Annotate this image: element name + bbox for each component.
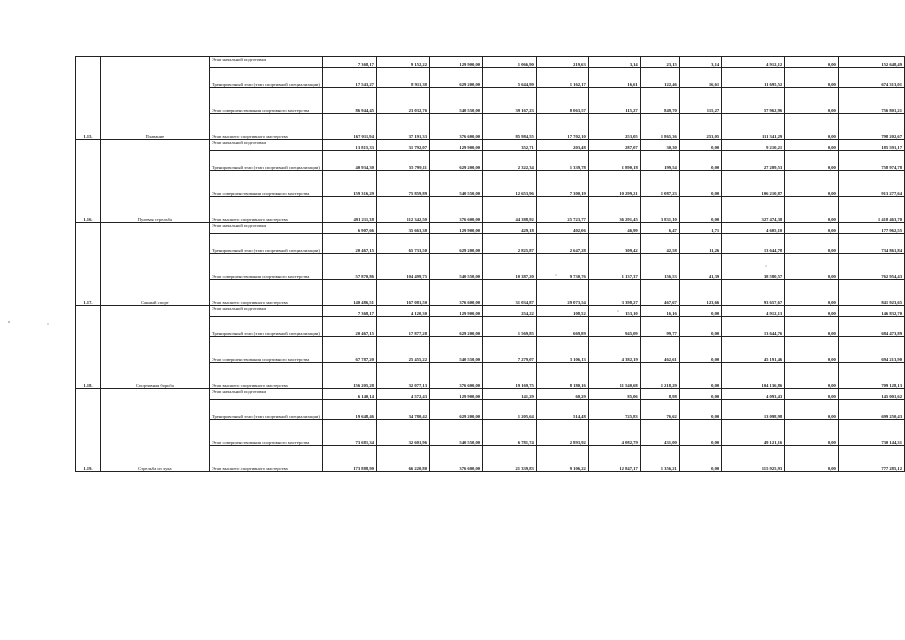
section-number: 1.18.	[76, 306, 101, 389]
cost-cell: 3,14	[679, 57, 721, 68]
cost-cell: 1 890,18	[588, 151, 640, 171]
training-stage: Этап совершенствования спортивного мастерства	[209, 254, 322, 280]
cost-cell: 203,48	[536, 140, 588, 151]
table-row	[76, 223, 905, 234]
cost-cell: 167 081,50	[376, 280, 429, 306]
table-row	[76, 57, 905, 68]
cost-cell: 39 167,23	[483, 88, 537, 114]
table-row	[76, 140, 905, 151]
cost-cell: 0,00	[679, 337, 721, 363]
cost-cell: 219,63	[536, 57, 588, 68]
cost-cell: 185 591,17	[838, 140, 904, 151]
cost-cell: 0,00	[679, 306, 721, 317]
cost-cell: 0,00	[785, 114, 839, 140]
cost-cell: 0,00	[785, 197, 839, 223]
cost-cell: 152 648,49	[838, 57, 904, 68]
cost-cell: 1,71	[679, 223, 721, 234]
cost-cell: 0,00	[785, 223, 839, 234]
cost-cell: 140 486,51	[322, 280, 376, 306]
sport-name: Стрельба из лука	[100, 389, 209, 472]
cost-cell: 31 792,07	[376, 140, 429, 151]
training-stage: Этап высшего спортивного мастерства	[209, 446, 322, 472]
cost-cell: 1 205,64	[483, 400, 537, 420]
cost-cell: 2 893,92	[536, 420, 588, 446]
cost-cell: 37 191,33	[376, 114, 429, 140]
cost-cell: 0,00	[785, 420, 839, 446]
cost-cell: 104 499,75	[376, 254, 429, 280]
cost-cell: 13 815,33	[322, 140, 376, 151]
cost-cell: 1 218,29	[640, 363, 679, 389]
cost-cell: 8 911,38	[376, 68, 429, 88]
cost-cell: 93 657,67	[722, 280, 785, 306]
cost-cell: 146 832,70	[838, 306, 904, 317]
cost-cell: 2 825,87	[483, 234, 537, 254]
cost-cell: 0,00	[785, 280, 839, 306]
cost-cell: 429,18	[483, 223, 537, 234]
cost-cell: 38 580,57	[722, 254, 785, 280]
cost-cell: 1 339,78	[536, 151, 588, 171]
cost-cell: 0,00	[785, 306, 839, 317]
cost-cell: 129 900,00	[429, 223, 482, 234]
cost-cell: 123,66	[679, 280, 721, 306]
cost-cell: 0,00	[785, 400, 839, 420]
cost-cell: 104 136,86	[722, 363, 785, 389]
cost-cell: 376 600,00	[429, 114, 482, 140]
cost-cell: 34 780,42	[376, 400, 429, 420]
cost-cell: 20 467,15	[322, 234, 376, 254]
cost-cell: 19 648,46	[322, 400, 376, 420]
cost-cell: 0,00	[785, 57, 839, 68]
cost-cell: 462,61	[640, 337, 679, 363]
cost-cell: 0,00	[785, 68, 839, 88]
cost-cell: 32 077,13	[376, 363, 429, 389]
cost-cell: 106 210,87	[722, 171, 785, 197]
cost-cell: 57 870,86	[322, 254, 376, 280]
cost-cell: 19 169,75	[483, 363, 537, 389]
cost-cell: 111 341,29	[722, 114, 785, 140]
cost-cell: 629 200,00	[429, 151, 482, 171]
cost-cell: 129 900,00	[429, 57, 482, 68]
cost-cell: 491 211,38	[322, 197, 376, 223]
cost-cell: 85,06	[588, 389, 640, 400]
cost-cell: 253,05	[679, 114, 721, 140]
cost-cell: 0,00	[679, 151, 721, 171]
training-stage: Этап начальной подготовки	[209, 389, 322, 400]
cost-cell: 253,05	[588, 114, 640, 140]
cost-cell: 309,42	[588, 234, 640, 254]
training-stage: Этап совершенствования спортивного мастерства	[209, 420, 322, 446]
training-stage: Этап высшего спортивного мастерства	[209, 197, 322, 223]
cost-cell: 0,00	[679, 140, 721, 151]
cost-cell: 0,00	[785, 234, 839, 254]
cost-cell: 3,14	[588, 57, 640, 68]
cost-cell: 467,67	[640, 280, 679, 306]
cost-cell: 7 368,17	[322, 57, 376, 68]
cost-cell: 4 382,19	[588, 337, 640, 363]
cost-cell: 35 663,38	[376, 223, 429, 234]
cost-cell: 669,89	[536, 317, 588, 337]
cost-cell: 25 455,22	[376, 337, 429, 363]
cost-cell: 709 128,13	[838, 363, 904, 389]
training-stage: Этап высшего спортивного мастерства	[209, 280, 322, 306]
cost-cell: 540 550,00	[429, 420, 482, 446]
cost-cell: 17 877,28	[376, 317, 429, 337]
cost-cell: 7 368,17	[322, 306, 376, 317]
cost-cell: 376 600,00	[429, 363, 482, 389]
cost-cell: 25 723,77	[536, 197, 588, 223]
cost-cell: 629 200,00	[429, 400, 482, 420]
cost-cell: 9 106,22	[536, 446, 588, 472]
cost-cell: 112 342,50	[376, 197, 429, 223]
table-body	[76, 57, 905, 472]
sport-name: Спортивная борьба	[100, 306, 209, 389]
cost-cell: 27 289,53	[722, 151, 785, 171]
cost-cell: 629 200,00	[429, 234, 482, 254]
cost-cell: 11,26	[679, 234, 721, 254]
cost-cell: 514,48	[536, 400, 588, 420]
cost-cell: 23 032,76	[376, 88, 429, 114]
cost-cell: 0,00	[679, 400, 721, 420]
cost-cell: 75 859,89	[376, 171, 429, 197]
cost-cell: 8 063,57	[536, 88, 588, 114]
cost-cell: 699 250,43	[838, 400, 904, 420]
cost-table	[75, 56, 905, 472]
cost-cell: 20 467,15	[322, 317, 376, 337]
cost-cell: 0,00	[785, 317, 839, 337]
cost-cell: 4 093,43	[722, 389, 785, 400]
cost-cell: 8,98	[640, 389, 679, 400]
cost-cell: 16,61	[588, 68, 640, 88]
cost-cell: 1 865,36	[640, 114, 679, 140]
cost-cell: 287,07	[588, 140, 640, 151]
cost-cell: 115,27	[588, 88, 640, 114]
cost-cell: 629 200,00	[429, 68, 482, 88]
cost-cell: 758 974,78	[838, 151, 904, 171]
cost-cell: 32 601,96	[376, 420, 429, 446]
training-stage: Этап совершенствования спортивного мастерства	[209, 337, 322, 363]
cost-cell: 67 787,20	[322, 337, 376, 363]
cost-cell: 0,00	[679, 197, 721, 223]
cost-cell: 13 098,98	[722, 400, 785, 420]
training-stage: Этап совершенствования спортивного мастерства	[209, 171, 322, 197]
cost-cell: 156 205,28	[322, 363, 376, 389]
cost-cell: 167 011,94	[322, 114, 376, 140]
sport-name: Пулевая стрельба	[100, 140, 209, 223]
cost-cell: 730 144,31	[838, 420, 904, 446]
cost-cell: 173 888,90	[322, 446, 376, 472]
training-stage: Этап высшего спортивного мастерства	[209, 363, 322, 389]
cost-cell: 0,00	[679, 317, 721, 337]
cost-cell: 122,46	[640, 68, 679, 88]
cost-cell: 199,54	[640, 151, 679, 171]
cost-cell: 1 137,37	[588, 254, 640, 280]
cost-cell: 1 087,23	[640, 171, 679, 197]
cost-cell: 0,00	[785, 140, 839, 151]
cost-cell: 762 954,43	[838, 254, 904, 280]
cost-cell: 254,22	[483, 306, 537, 317]
training-stage: Тренировочный этап (этап спортивной специализации)	[209, 234, 322, 254]
cost-cell: 86 944,45	[322, 88, 376, 114]
cost-cell: 540 550,00	[429, 254, 482, 280]
cost-cell: 352,71	[483, 140, 537, 151]
cost-cell: 9 730,76	[536, 254, 588, 280]
cost-cell: 0,00	[679, 171, 721, 197]
cost-cell: 108,52	[536, 306, 588, 317]
cost-cell: 0,00	[785, 151, 839, 171]
training-stage: Тренировочный этап (этап спортивной специализации)	[209, 151, 322, 171]
cost-cell: 5 644,99	[483, 68, 537, 88]
cost-cell: 0,00	[785, 446, 839, 472]
cost-cell: 725,83	[588, 400, 640, 420]
cost-cell: 6 140,14	[322, 389, 376, 400]
training-stage: Тренировочный этап (этап спортивной специализации)	[209, 400, 322, 420]
cost-cell: 7 279,07	[483, 337, 537, 363]
cost-cell: 13 644,78	[722, 234, 785, 254]
cost-cell: 23,15	[640, 57, 679, 68]
cost-cell: 12 847,17	[588, 446, 640, 472]
training-stage: Этап начальной подготовки	[209, 306, 322, 317]
cost-cell: 6,47	[640, 223, 679, 234]
cost-cell: 30,30	[640, 140, 679, 151]
cost-cell: 9 210,21	[722, 140, 785, 151]
cost-cell: 8 180,16	[536, 363, 588, 389]
cost-cell: 129 900,00	[429, 140, 482, 151]
cost-cell: 6 781,74	[483, 420, 537, 446]
cost-cell: 0,00	[785, 337, 839, 363]
cost-cell: 0,00	[785, 389, 839, 400]
cost-cell: 145 001,62	[838, 389, 904, 400]
cost-cell: 177 962,55	[838, 223, 904, 234]
cost-cell: 57 962,96	[722, 88, 785, 114]
cost-cell: 42,58	[640, 234, 679, 254]
cost-cell: 1 066,90	[483, 57, 537, 68]
cost-cell: 0,00	[679, 420, 721, 446]
cost-cell: 4 912,13	[722, 306, 785, 317]
cost-cell: 777 285,12	[838, 446, 904, 472]
cost-cell: 0,00	[785, 171, 839, 197]
training-stage: Тренировочный этап (этап спортивной специализации)	[209, 68, 322, 88]
cost-cell: 3 398,27	[588, 280, 640, 306]
cost-cell: 945,09	[588, 317, 640, 337]
cost-cell: 6 907,66	[322, 223, 376, 234]
training-stage: Этап совершенствования спортивного мастерства	[209, 88, 322, 114]
cost-cell: 1 569,85	[483, 317, 537, 337]
cost-cell: 3 106,13	[536, 337, 588, 363]
cost-cell: 694 213,90	[838, 337, 904, 363]
cost-cell: 65 733,50	[376, 234, 429, 254]
cost-cell: 115 925,93	[722, 446, 785, 472]
cost-cell: 376 600,00	[429, 280, 482, 306]
cost-cell: 0,00	[679, 389, 721, 400]
cost-cell: 21 339,83	[483, 446, 537, 472]
cost-cell: 674 313,01	[838, 68, 904, 88]
cost-cell: 85 984,55	[483, 114, 537, 140]
cost-cell: 540 550,00	[429, 337, 482, 363]
section-number: 1.17.	[76, 223, 101, 306]
cost-cell: 9 152,22	[376, 57, 429, 68]
cost-cell: 540 550,00	[429, 88, 482, 114]
cost-cell: 41,39	[679, 254, 721, 280]
cost-cell: 45 191,46	[722, 337, 785, 363]
cost-cell: 141,29	[483, 389, 537, 400]
section-number: 1.16.	[76, 140, 101, 223]
cost-cell: 40 934,30	[322, 151, 376, 171]
cost-cell: 684 473,89	[838, 317, 904, 337]
section-number: 1.19.	[76, 389, 101, 472]
cost-cell: 17 702,10	[536, 114, 588, 140]
training-stage: Этап высшего спортивного мастерства	[209, 114, 322, 140]
cost-cell: 4 082,79	[588, 420, 640, 446]
cost-cell: 66 220,80	[376, 446, 429, 472]
cost-cell: 376 600,00	[429, 197, 482, 223]
cost-cell: 159 316,29	[322, 171, 376, 197]
cost-cell: 3 831,10	[640, 197, 679, 223]
training-stage: Этап начальной подготовки	[209, 223, 322, 234]
table-row	[76, 389, 905, 400]
cost-cell: 402,06	[536, 223, 588, 234]
cost-cell: 4 572,43	[376, 389, 429, 400]
training-stage: Тренировочный этап (этап спортивной специализации)	[209, 317, 322, 337]
cost-cell: 10 387,20	[483, 254, 537, 280]
cost-cell: 11 695,52	[722, 68, 785, 88]
cost-cell: 756 801,21	[838, 88, 904, 114]
cost-cell: 849,70	[640, 88, 679, 114]
cost-cell: 629 200,00	[429, 317, 482, 337]
cost-cell: 540 550,00	[429, 171, 482, 197]
cost-cell: 2 322,34	[483, 151, 537, 171]
cost-cell: 60,29	[536, 389, 588, 400]
cost-cell: 1 418 463,70	[838, 197, 904, 223]
cost-cell: 76,62	[640, 400, 679, 420]
cost-cell: 431,00	[640, 420, 679, 446]
cost-cell: 841 923,65	[838, 280, 904, 306]
training-stage: Этап начальной подготовки	[209, 57, 322, 68]
training-stage: Этап начальной подготовки	[209, 140, 322, 151]
cost-cell: 31 034,87	[483, 280, 537, 306]
cost-cell: 46,99	[588, 223, 640, 234]
cost-cell: 1 356,21	[640, 446, 679, 472]
cost-cell: 16,16	[640, 306, 679, 317]
cost-cell: 376 600,00	[429, 446, 482, 472]
cost-cell: 129 900,00	[429, 389, 482, 400]
cost-cell: 99,77	[640, 317, 679, 337]
cost-cell: 49 121,16	[722, 420, 785, 446]
cost-cell: 73 681,34	[322, 420, 376, 446]
cost-cell: 0,00	[679, 446, 721, 472]
cost-cell: 327 474,38	[722, 197, 785, 223]
cost-cell: 44 388,92	[483, 197, 537, 223]
cost-cell: 7 300,19	[536, 171, 588, 197]
cost-cell: 11 540,68	[588, 363, 640, 389]
cost-cell: 0,00	[785, 363, 839, 389]
section-number: 1.15.	[76, 57, 101, 140]
cost-cell: 4 605,10	[722, 223, 785, 234]
sport-name: Плавание	[100, 57, 209, 140]
cost-cell: 29 073,54	[536, 280, 588, 306]
sport-name: Санный спорт	[100, 223, 209, 306]
table-row	[76, 306, 905, 317]
cost-cell: 129 900,00	[429, 306, 482, 317]
cost-cell: 17 543,27	[322, 68, 376, 88]
cost-cell: 153,10	[588, 306, 640, 317]
cost-cell: 913 277,64	[838, 171, 904, 197]
cost-cell: 115,27	[679, 88, 721, 114]
cost-cell: 0,00	[785, 88, 839, 114]
cost-cell: 156,53	[640, 254, 679, 280]
cost-cell: 0,00	[679, 363, 721, 389]
cost-cell: 2 647,28	[536, 234, 588, 254]
cost-cell: 16,61	[679, 68, 721, 88]
cost-cell: 12 653,96	[483, 171, 537, 197]
cost-cell: 36 291,45	[588, 197, 640, 223]
cost-cell: 798 202,67	[838, 114, 904, 140]
cost-cell: 4 912,12	[722, 57, 785, 68]
cost-cell: 10 299,21	[588, 171, 640, 197]
cost-cell: 13 644,76	[722, 317, 785, 337]
cost-cell: 4 120,30	[376, 306, 429, 317]
cost-cell: 734 861,84	[838, 234, 904, 254]
cost-cell: 55 799,11	[376, 151, 429, 171]
cost-cell: 0,00	[785, 254, 839, 280]
cost-cell: 1 162,17	[536, 68, 588, 88]
